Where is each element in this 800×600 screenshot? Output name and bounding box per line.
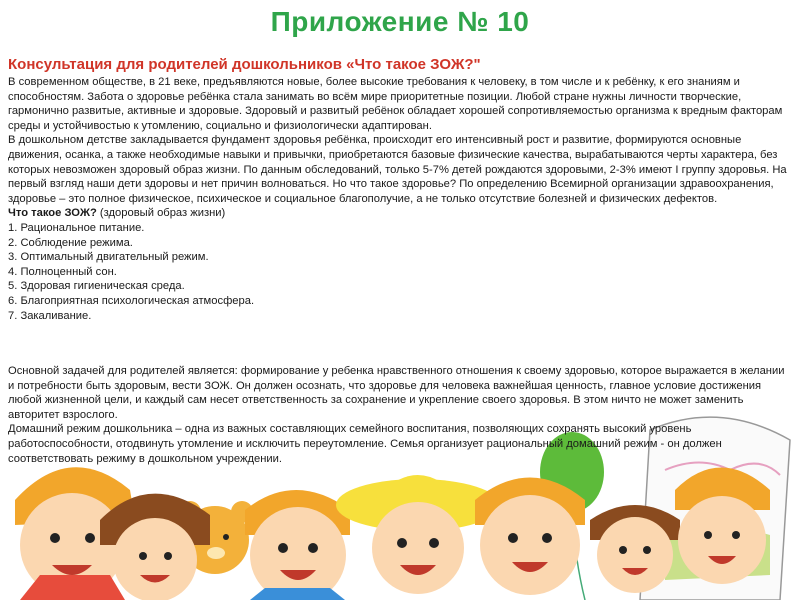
child-face-6 <box>675 468 770 585</box>
page-title: Приложение № 10 <box>270 6 530 37</box>
paragraph-intro: В современном обществе, в 21 веке, предъявляются новые, более высокие требования к человеку, в том числе и к ребёнку, к его знаниям и способностям. Забота о здоровье ребёнка стала занимать во всём мире приоритетные позиции. Любой стране нужны личности творческие, гармонично развитые, активные и здоровые. Здоровый и развитый ребёнок обладает хорошей сопротивляемостью организма к вредным факторам среды и устойчивостью к утомлению, социально и физиологически адаптирован. <box>8 76 783 132</box>
list-item: 7. Закаливание. <box>8 309 92 322</box>
paragraph-home-regime: Домашний режим дошкольника – одна из важных составляющих семейного воспитания, позволяющих сохранять высокий уровень работоспособности, отодвинуть утомление и исключить переутомление. Семья организует рациональный домашний режим - он должен соответствовать режиму в дошкольном учреждении. <box>8 423 722 465</box>
consultation-subtitle: Консультация для родителей дошкольников «Что такое ЗОЖ?" <box>8 56 481 73</box>
paragraph-preschool: В дошкольном детстве закладывается фундамент здоровья ребёнка, происходит его интенсивный рост и развитие, формируются основные движения, осанка, а также необходимые навыки и привычки, приобретаются базовые физические качества, вырабатываются черты характера, без которых невозможен здоровый образ жизни. По данным обследований, только 5-7% детей рождаются здоровыми, 2-3% имеют I группу здоровья. На первый взгляд наши дети здоровы и нет причин волноваться. Но что такое здоровье? По определению Всемирной организации здравоохранения, здоровье – это полное физическое, психическое и социальное благополучие, а не только отсутствие болезней и физических дефектов. <box>8 134 787 205</box>
question-line <box>8 206 792 221</box>
list-item: 3. Оптимальный двигательный режим. <box>8 251 209 264</box>
child-face-4 <box>475 478 585 596</box>
main-text-block <box>8 75 792 323</box>
child-face-3 <box>245 490 350 600</box>
parents-text-block <box>8 364 792 466</box>
question-bold: Что такое ЗОЖ? <box>8 207 97 220</box>
list-item: 5. Здоровая гигиеническая среда. <box>8 280 185 293</box>
healthy-lifestyle-list <box>8 221 792 323</box>
list-item: 2. Соблюдение режима. <box>8 236 133 249</box>
question-rest: (здоровый образ жизни) <box>96 207 226 220</box>
list-item: 1. Рациональное питание. <box>8 221 145 234</box>
child-face-2 <box>100 494 210 600</box>
list-item: 6. Благоприятная психологическая атмосфера. <box>8 294 255 307</box>
list-item: 4. Полноценный сон. <box>8 265 117 278</box>
child-face-yellow-hat <box>336 475 500 594</box>
paragraph-parents-task: Основной задачей для родителей является: формирование у ребенка нравственного отношения к своему здоровью, которое выражается в желании и потребности быть здоровым, вести ЗОЖ. Он должен осознать, что здоровье для человека важнейшая ценность, главное условие достижения любой жизненной цели, и каждый сам несет ответственность за сохранение и укрепление своего здоровья. В этом ничто не может заменить авторитет взрослого. <box>8 365 785 421</box>
